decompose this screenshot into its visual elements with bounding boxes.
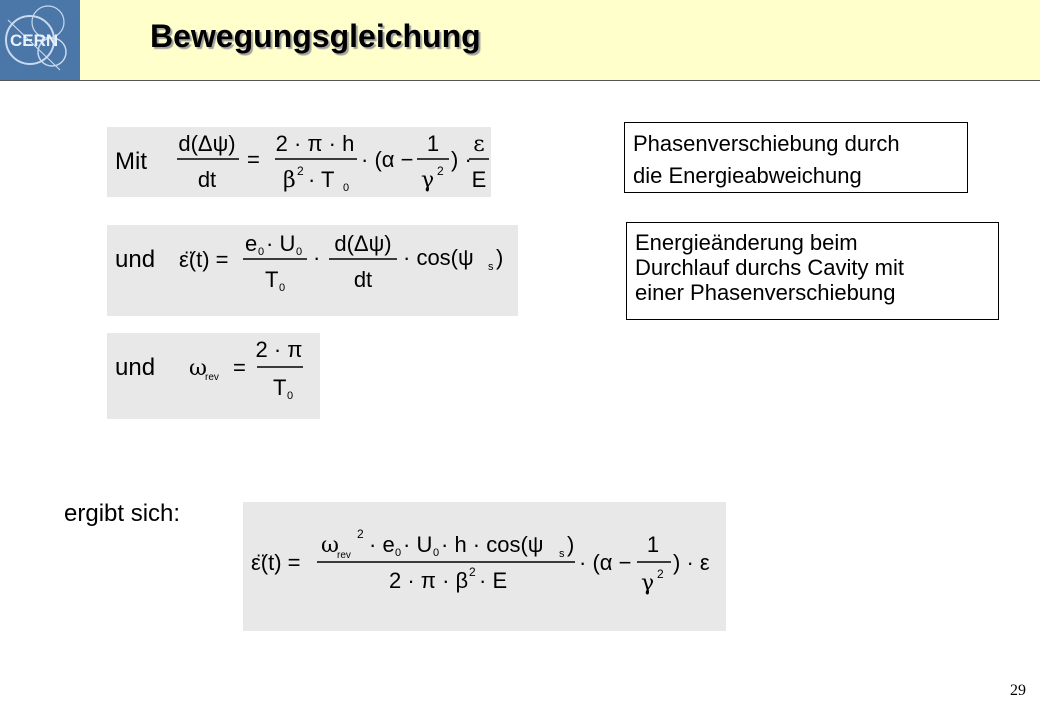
note-energy-change bbox=[626, 222, 999, 320]
formula-numerator: d(Δψ) bbox=[178, 131, 236, 156]
formula-subscript: 0 bbox=[258, 246, 265, 258]
formula-middle: · (α − bbox=[361, 147, 414, 172]
formula-middle: · (α − bbox=[579, 550, 632, 575]
formula-prefix: und bbox=[115, 246, 156, 273]
formula-superscript: 2 bbox=[357, 527, 364, 541]
formula-subscript: 0 bbox=[395, 547, 402, 559]
slide-title: Bewegungsgleichung bbox=[150, 18, 481, 54]
note-line: Durchlauf durchs Cavity mit bbox=[635, 255, 904, 280]
formula-operator: = bbox=[233, 355, 246, 380]
formula-denominator: T bbox=[273, 375, 287, 400]
note-phase-shift bbox=[624, 122, 968, 193]
formula-numerator: 1 bbox=[646, 532, 660, 557]
formula-numerator: 2 · π · h bbox=[275, 131, 355, 156]
formula-denominator: E bbox=[471, 167, 487, 192]
formula-revolution-frequency bbox=[107, 333, 320, 419]
formula-subscript: s bbox=[559, 548, 565, 560]
cern-logo bbox=[0, 0, 80, 80]
formula-phase-graphic bbox=[107, 127, 491, 197]
formula-operator: = bbox=[247, 147, 260, 172]
formula-subscript: rev bbox=[205, 372, 219, 383]
formula-prefix: Mit bbox=[115, 148, 147, 175]
formula-denominator: dt bbox=[197, 167, 217, 192]
formula-subscript: 0 bbox=[287, 390, 294, 402]
formula-symbol: β bbox=[283, 168, 296, 193]
formula-numerator: 2 · π bbox=[255, 337, 303, 362]
formula-denominator: 2 · π · β bbox=[389, 568, 469, 593]
formula-subscript: rev bbox=[337, 550, 351, 561]
formula-symbol: γ bbox=[641, 571, 655, 596]
formula-revolution-graphic bbox=[107, 333, 320, 419]
formula-energy-graphic bbox=[107, 225, 518, 316]
formula-numerator: ε bbox=[473, 132, 485, 157]
formula-energy-change bbox=[107, 225, 518, 316]
formula-symbol: ω bbox=[189, 356, 207, 381]
formula-numerator: 1 bbox=[426, 131, 440, 156]
page-number: 29 bbox=[1010, 682, 1026, 699]
formula-subscript: 0 bbox=[296, 246, 303, 258]
formula-denominator: · T bbox=[308, 167, 335, 192]
note-line: einer Phasenverschiebung bbox=[635, 280, 896, 305]
formula-result bbox=[243, 502, 726, 631]
formula-symbol: γ bbox=[421, 168, 435, 193]
formula-superscript: 2 bbox=[437, 164, 444, 178]
formula-operator: ) · ε bbox=[673, 550, 710, 575]
cern-logo-text: CERN bbox=[10, 31, 59, 50]
formula-numerator: · U bbox=[403, 532, 433, 557]
formula-subscript: 0 bbox=[343, 182, 350, 194]
formula-numerator: e bbox=[245, 231, 258, 256]
formula-subscript: 0 bbox=[433, 547, 440, 559]
formula-denominator: dt bbox=[353, 267, 373, 292]
formula-numerator: · e bbox=[369, 532, 395, 557]
note-line: die Energieabweichung bbox=[633, 163, 862, 188]
result-label: ergibt sich: bbox=[64, 500, 181, 527]
formula-subscript: 0 bbox=[279, 282, 286, 294]
formula-prefix: und bbox=[115, 354, 156, 381]
formula-denominator: T bbox=[265, 267, 279, 292]
formula-lhs: ε̈(t) = bbox=[251, 550, 301, 575]
slide-header bbox=[0, 0, 1040, 81]
formula-superscript: 2 bbox=[657, 567, 664, 581]
formula-operator: · bbox=[313, 245, 321, 270]
formula-lhs: ε̈(t) = bbox=[179, 247, 229, 272]
formula-operator: ) bbox=[496, 245, 504, 270]
note-line: Phasenverschiebung durch bbox=[633, 131, 900, 156]
cern-logo-graphic bbox=[0, 0, 80, 80]
formula-numerator: · U bbox=[266, 231, 296, 256]
formula-superscript: 2 bbox=[469, 565, 476, 579]
formula-phase-equation bbox=[107, 127, 491, 197]
formula-denominator: · E bbox=[479, 568, 508, 593]
note-line: Energieänderung beim bbox=[635, 230, 858, 255]
formula-symbol: ω bbox=[321, 533, 339, 558]
formula-operator: ) · bbox=[451, 147, 472, 172]
formula-numerator: · h · cos(ψ bbox=[441, 532, 544, 557]
formula-subscript: s bbox=[488, 261, 494, 273]
formula-numerator: ) bbox=[567, 532, 575, 557]
formula-result-graphic bbox=[243, 502, 726, 631]
formula-numerator: d(Δψ) bbox=[334, 231, 392, 256]
formula-superscript: 2 bbox=[297, 164, 304, 178]
formula-tail: · cos(ψ bbox=[403, 245, 474, 270]
